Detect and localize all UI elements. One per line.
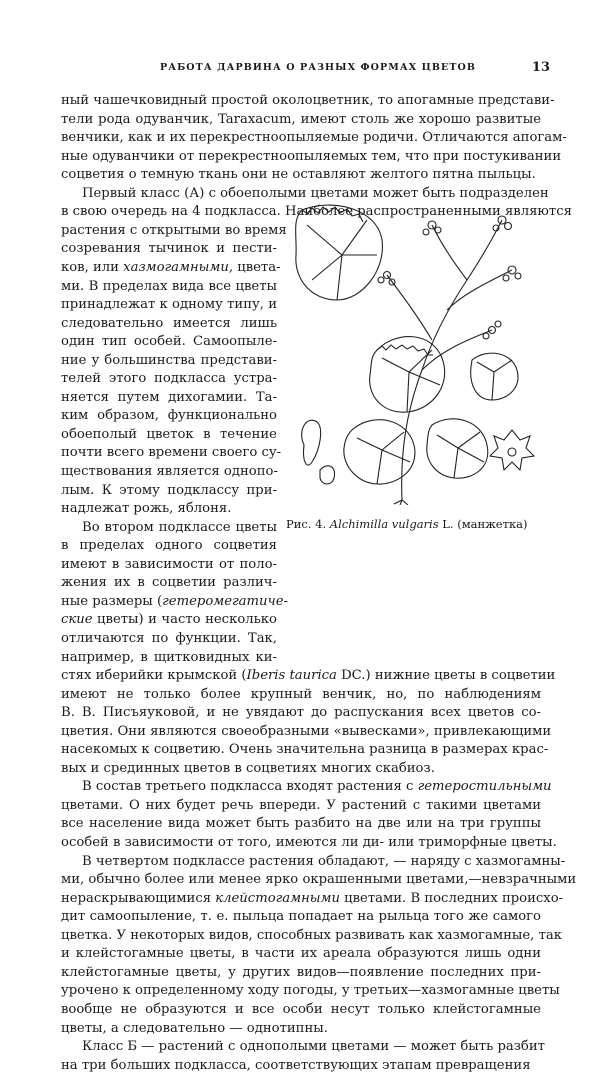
text-line — [61, 741, 549, 759]
page-header — [60, 62, 550, 78]
text-line — [61, 871, 577, 889]
text-line — [61, 667, 556, 685]
text-line — [61, 111, 541, 129]
text-line — [61, 148, 562, 166]
line-text: например, в щитковидных ки- — [61, 649, 277, 665]
text-line — [82, 1038, 545, 1056]
text-line — [61, 704, 541, 722]
caption-prefix: Рис. 4. — [286, 517, 327, 531]
text-line — [61, 463, 277, 481]
line-text: особей в зависимости от того, имеются ли ди- или триморфные цветы. — [61, 835, 557, 850]
line-text: цветами. В последних происхо- — [339, 890, 564, 906]
text-line — [61, 556, 277, 574]
text-line — [61, 537, 277, 555]
line-text: дит самоопыление, т. е. пыльца попадает на рыльца того же самого — [61, 909, 541, 925]
line-text: и клейстогамные цветы, в части их ареала образуются лишь одни — [61, 946, 541, 962]
line-text: Первый класс (А) с обоеполыми цветами может быть подразделен — [82, 185, 549, 201]
text-line — [61, 611, 277, 629]
line-text: ные одуванчики от перекрестноопыляемых тем, что при постукивании — [61, 148, 562, 164]
text-line — [61, 834, 557, 852]
line-text: жения их в соцветии различ- — [61, 575, 277, 591]
text-line — [82, 778, 552, 796]
text-line — [61, 370, 277, 388]
italic-term: гетеростильными — [417, 779, 552, 795]
text-line — [61, 129, 567, 147]
line-text: няется путем дихогамии. Та- — [61, 389, 277, 405]
text-line — [61, 333, 277, 351]
text-line — [61, 240, 277, 258]
line-text: телей этого подкласса устра- — [61, 371, 277, 387]
line-text: следовательно имеется лишь — [61, 315, 277, 331]
line-text: стях иберийки крымской ( — [61, 668, 247, 684]
line-text: Класс Б — растений с однополыми цветами — может быть разбит — [82, 1039, 545, 1055]
line-text: имеют в зависимости от поло- — [61, 556, 277, 572]
line-text: урочено к определенному ходу погоды, у третьих—хазмогамные цветы — [61, 983, 560, 999]
line-text: венчики, как и их перекрестноопыляемые родичи. Отличаются апогам- — [61, 130, 567, 146]
text-line — [61, 259, 281, 277]
line-text: В четвертом подклассе растения обладают, — наряду с хазмогамны- — [82, 853, 566, 869]
figure-alchemilla-illustration — [282, 200, 540, 505]
text-line — [61, 222, 287, 240]
line-text: ми, обычно более или менее ярко окрашенными цветами,—невзрачными — [61, 872, 577, 888]
line-text: В. В. Писъяуковой, и не увядают до распускания всех цветов со- — [61, 705, 541, 721]
line-text: в пределах одного соцветия — [61, 538, 277, 554]
line-text: В состав третьего подкласса входят растения с — [82, 779, 418, 795]
text-line — [61, 908, 541, 926]
italic-term: хазмогамными, — [123, 259, 234, 275]
line-text: один тип особей. Самоопыле- — [61, 334, 277, 350]
text-line — [61, 890, 564, 908]
italic-term: ские — [61, 612, 93, 628]
line-text: цвета- — [233, 259, 281, 275]
line-text: Во втором подклассе цветы — [82, 519, 277, 535]
line-text: принадлежат к одному типу, и — [61, 297, 277, 313]
text-line — [82, 853, 566, 871]
text-line — [61, 723, 552, 741]
text-line — [61, 945, 541, 963]
line-text: в свою очередь на 4 подкласса. Наиболее распространенными являются — [61, 204, 572, 220]
text-line — [61, 278, 277, 296]
line-text: тели рода одуванчик, Taraxacum, имеют столь же хорошо развитые — [61, 111, 541, 127]
text-line — [61, 315, 277, 333]
line-text: цветы) и часто несколько — [92, 612, 277, 628]
line-text: клейстогамные цветы, у других видов—появление последних при- — [61, 964, 541, 980]
line-text: созревания тычинок и пести- — [61, 241, 277, 257]
line-text: цветка. У некоторых видов, способных развивать как хазмогамные, так — [61, 927, 562, 943]
text-line — [61, 1057, 541, 1075]
text-line — [61, 686, 541, 704]
text-line — [61, 649, 277, 667]
line-text: DC.) нижние цветы в соцветии — [336, 668, 556, 684]
text-line — [61, 482, 277, 500]
italic-term: гетеромегатиче- — [162, 593, 289, 609]
text-line — [61, 574, 277, 592]
line-text: отличаются по функции. Так, — [61, 630, 277, 646]
text-line — [61, 1020, 541, 1038]
line-text: растения с открытыми во время — [61, 222, 287, 238]
text-line — [61, 630, 277, 648]
line-text: насекомых к соцветию. Очень значительна разница в размерах крас- — [61, 742, 549, 758]
text-line — [61, 407, 277, 425]
text-line — [61, 797, 541, 815]
text-line — [61, 500, 277, 518]
line-text: надлежат рожь, яблоня. — [61, 501, 232, 517]
text-line — [61, 927, 562, 945]
text-line — [61, 1001, 541, 1019]
line-text: ный чашечковидный простой околоцветник, то апогамные представи- — [61, 93, 555, 108]
text-line — [61, 964, 541, 982]
line-text: обоеполый цветок в течение — [61, 426, 277, 442]
line-text: вых и срединных цветов в соцветиях многих скабиоз. — [61, 760, 435, 776]
text-line — [61, 982, 560, 1000]
line-text: имеют не только более крупный венчик, но, по наблюдениям — [61, 686, 541, 702]
line-text: на три больших подкласса, соответствующих этапам превращения — [61, 1057, 531, 1073]
line-text: ществования является однопо- — [61, 464, 278, 479]
line-text: ние у большинства представи- — [61, 352, 277, 368]
text-line — [61, 166, 541, 184]
line-text: цветия. Они являются своеобразными «вывесками», привлекающими — [61, 723, 552, 739]
text-line — [61, 389, 277, 407]
text-line — [82, 519, 277, 537]
text-line — [61, 352, 277, 370]
plant-drawing — [282, 200, 540, 505]
text-line — [61, 593, 289, 611]
running-title: РАБОТА ДАРВИНА О РАЗНЫХ ФОРМАХ ЦВЕТОВ — [160, 62, 477, 73]
caption-species: Alchimilla vulgaris — [329, 517, 439, 531]
line-text: цветы, а следовательно — однотипны. — [61, 1020, 328, 1036]
text-line — [61, 444, 282, 462]
line-text: нераскрывающимися — [61, 890, 216, 906]
line-text: ные размеры ( — [61, 593, 163, 609]
text-line — [61, 815, 541, 833]
text-line — [61, 296, 277, 314]
line-text: ков, или — [61, 259, 124, 275]
text-line — [61, 426, 277, 444]
italic-term: клейстогамными — [215, 890, 340, 906]
text-line — [61, 92, 555, 110]
page-number: 13 — [531, 60, 550, 75]
line-text: соцветия о темную ткань они не оставляют желтого пятна пыльцы. — [61, 167, 536, 183]
figure-caption — [286, 517, 541, 531]
text-line — [61, 760, 541, 778]
line-text: ми. В пределах вида все цветы — [61, 278, 277, 294]
line-text: все население вида может быть разбито на две или на три группы — [61, 816, 541, 832]
line-text: вообще не образуются и все особи несут только клейстогамные — [61, 1001, 541, 1017]
italic-term: Iberis taurica — [246, 668, 337, 684]
caption-suffix: L. (манжетка) — [442, 517, 528, 531]
line-text: лым. К этому подклассу при- — [61, 482, 277, 498]
line-text: ким образом, функционально — [61, 408, 277, 424]
line-text: почти всего времени своего су- — [61, 445, 282, 461]
line-text: цветами. О них будет речь впереди. У растений с такими цветами — [61, 797, 541, 813]
